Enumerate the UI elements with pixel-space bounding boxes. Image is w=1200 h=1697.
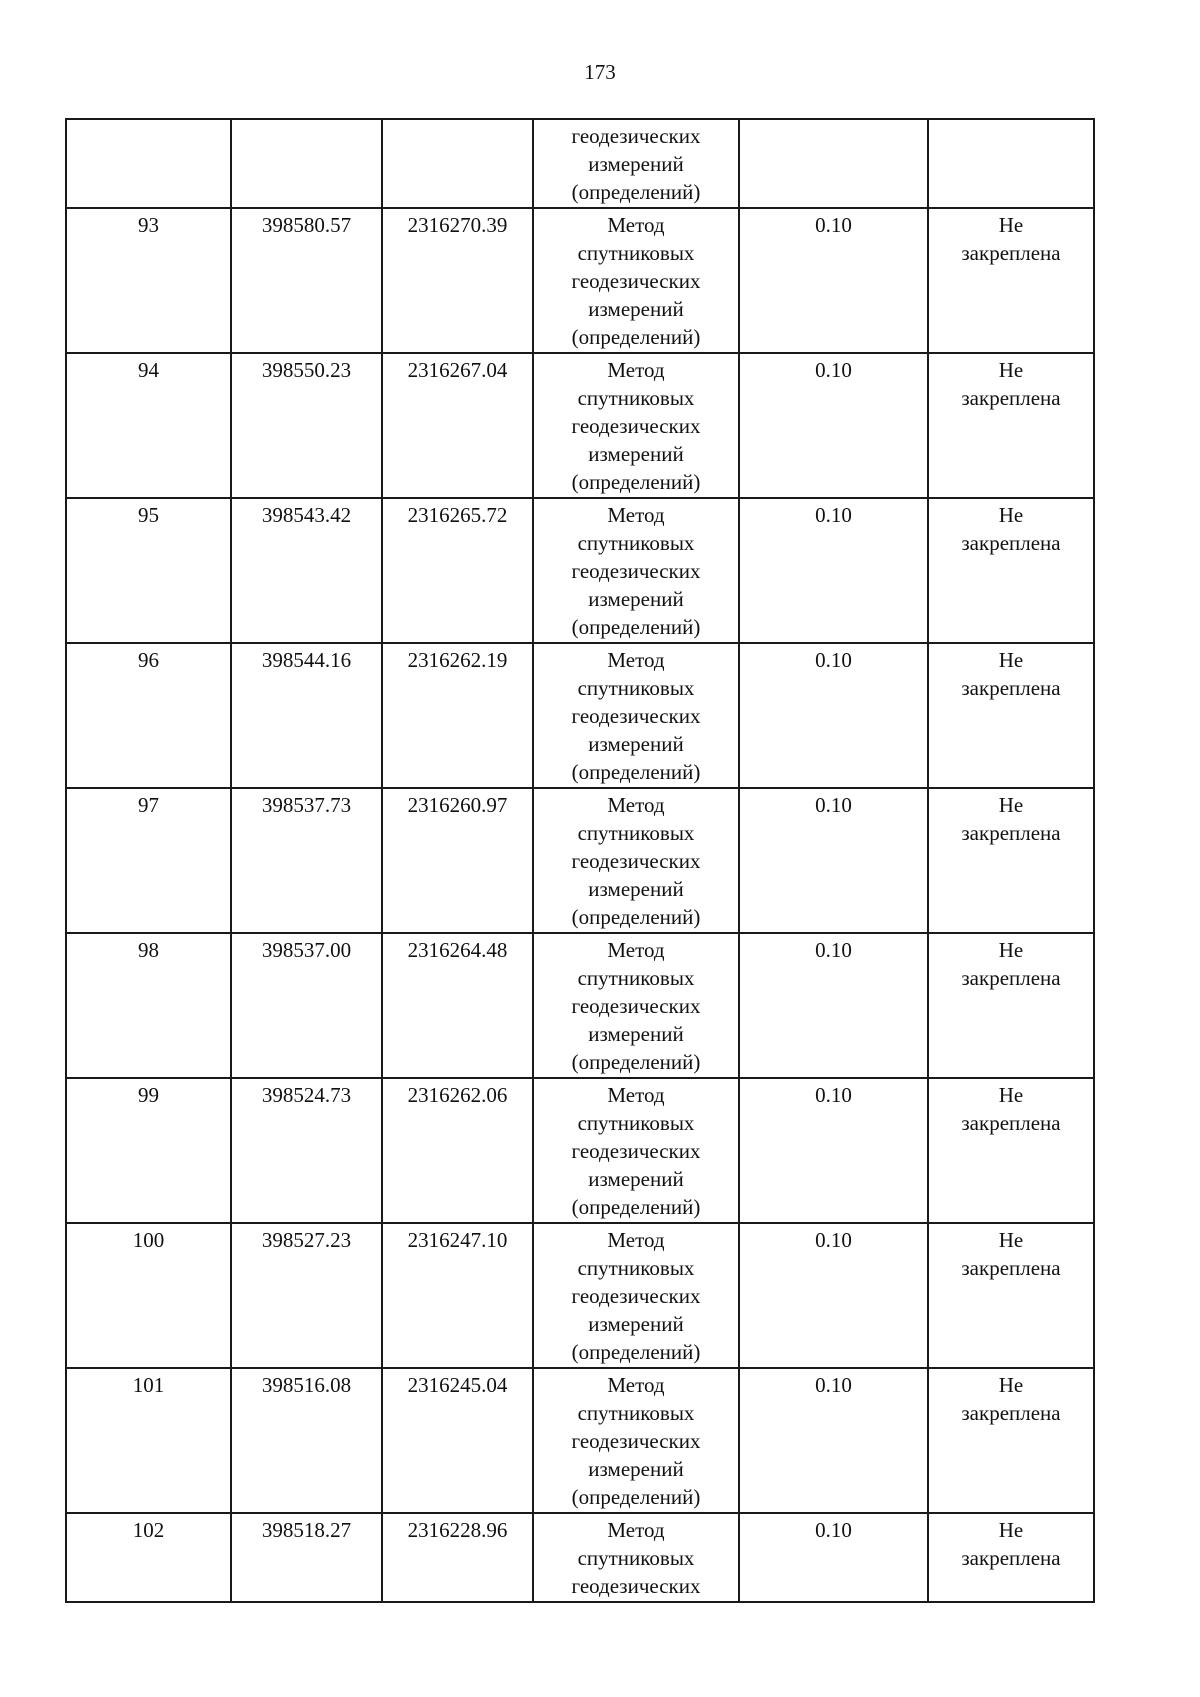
method-line: геодезических	[571, 1429, 701, 1453]
method-line: геодезических	[571, 1139, 701, 1163]
cell-point-number: 95	[66, 498, 231, 643]
cell-point-number: 93	[66, 208, 231, 353]
fixation-line: закреплена	[961, 1546, 1061, 1570]
method-line: геодезических	[571, 269, 701, 293]
method-line: геодезических	[571, 994, 701, 1018]
method-line: геодезических	[571, 559, 701, 583]
fixation-line: закреплена	[961, 1111, 1061, 1135]
method-line: спутниковых	[577, 386, 695, 410]
cell-accuracy: 0.10	[739, 208, 928, 353]
cell-x-coordinate: 398550.23	[231, 353, 382, 498]
fixation-line: Не	[998, 1518, 1024, 1542]
fixation-line: закреплена	[961, 1401, 1061, 1425]
method-line: (определений)	[571, 180, 701, 204]
method-line: спутниковых	[577, 966, 695, 990]
table-row	[66, 353, 1094, 498]
cell-x-coordinate: 398516.08	[231, 1368, 382, 1513]
cell-y-coordinate: 2316267.04	[382, 353, 533, 498]
fixation-line: закреплена	[961, 676, 1061, 700]
fixation-line: Не	[998, 793, 1024, 817]
method-line: (определений)	[571, 325, 701, 349]
table-body	[66, 119, 1094, 1602]
continuation-row	[66, 119, 1094, 208]
cell-x-coordinate: 398544.16	[231, 643, 382, 788]
cell-y-coordinate: 2316264.48	[382, 933, 533, 1078]
cell-method	[533, 498, 739, 643]
cell-method	[533, 119, 739, 208]
method-line: Метод	[607, 1083, 665, 1107]
cell-accuracy: 0.10	[739, 498, 928, 643]
method-line: спутниковых	[577, 1111, 695, 1135]
fixation-line: Не	[998, 358, 1024, 382]
cell-fixation	[928, 788, 1094, 933]
method-line: (определений)	[571, 905, 701, 929]
method-line: геодезических	[571, 704, 701, 728]
table-row	[66, 1368, 1094, 1513]
method-line: (определений)	[571, 470, 701, 494]
cell-y-coordinate	[382, 119, 533, 208]
method-line: Метод	[607, 793, 665, 817]
page-number: 173	[584, 60, 616, 84]
table-row	[66, 1078, 1094, 1223]
cell-accuracy: 0.10	[739, 1513, 928, 1602]
cell-x-coordinate: 398518.27	[231, 1513, 382, 1602]
method-line: измерений	[588, 297, 684, 321]
cell-x-coordinate: 398537.73	[231, 788, 382, 933]
method-line: (определений)	[571, 615, 701, 639]
fixation-line: закреплена	[961, 241, 1061, 265]
method-line: спутниковых	[577, 1401, 695, 1425]
cell-fixation	[928, 353, 1094, 498]
method-line: измерений	[588, 587, 684, 611]
method-line: Метод	[607, 358, 665, 382]
method-line: измерений	[588, 1312, 684, 1336]
method-line: геодезических	[571, 849, 701, 873]
method-line: Метод	[607, 213, 665, 237]
cell-x-coordinate: 398537.00	[231, 933, 382, 1078]
cell-y-coordinate: 2316247.10	[382, 1223, 533, 1368]
fixation-line: Не	[998, 1228, 1024, 1252]
table-row	[66, 1223, 1094, 1368]
cell-accuracy: 0.10	[739, 1078, 928, 1223]
cell-fixation	[928, 1223, 1094, 1368]
cell-x-coordinate: 398524.73	[231, 1078, 382, 1223]
coordinates-table	[65, 118, 1095, 1603]
cell-y-coordinate: 2316270.39	[382, 208, 533, 353]
method-line: (определений)	[571, 760, 701, 784]
table-row	[66, 788, 1094, 933]
cell-accuracy: 0.10	[739, 788, 928, 933]
method-line: Метод	[607, 1518, 665, 1542]
cell-accuracy: 0.10	[739, 643, 928, 788]
cell-point-number: 99	[66, 1078, 231, 1223]
method-line: спутниковых	[577, 821, 695, 845]
cell-method	[533, 1368, 739, 1513]
cell-method	[533, 1078, 739, 1223]
method-line: Метод	[607, 1228, 665, 1252]
fixation-line: Не	[998, 213, 1024, 237]
method-line: Метод	[607, 503, 665, 527]
table-row	[66, 208, 1094, 353]
cell-x-coordinate: 398580.57	[231, 208, 382, 353]
cell-fixation	[928, 643, 1094, 788]
method-line: (определений)	[571, 1050, 701, 1074]
fixation-line: Не	[998, 1373, 1024, 1397]
cell-point-number: 98	[66, 933, 231, 1078]
method-line: Метод	[607, 648, 665, 672]
cell-accuracy: 0.10	[739, 1223, 928, 1368]
method-line: (определений)	[571, 1195, 701, 1219]
method-line: измерений	[588, 732, 684, 756]
table-row	[66, 643, 1094, 788]
cell-point-number: 101	[66, 1368, 231, 1513]
method-line: геодезических	[571, 124, 701, 148]
method-line: измерений	[588, 877, 684, 901]
fixation-line: закреплена	[961, 1256, 1061, 1280]
method-line: измерений	[588, 1457, 684, 1481]
cell-accuracy: 0.10	[739, 1368, 928, 1513]
fixation-line: Не	[998, 938, 1024, 962]
fixation-line: закреплена	[961, 966, 1061, 990]
fixation-line: закреплена	[961, 386, 1061, 410]
cell-fixation	[928, 208, 1094, 353]
cell-method	[533, 353, 739, 498]
cell-fixation	[928, 1078, 1094, 1223]
method-line: измерений	[588, 442, 684, 466]
cell-y-coordinate: 2316245.04	[382, 1368, 533, 1513]
method-line: геодезических	[571, 1284, 701, 1308]
table-row	[66, 1513, 1094, 1602]
fixation-line: закреплена	[961, 821, 1061, 845]
table-row	[66, 498, 1094, 643]
cell-method	[533, 208, 739, 353]
method-line: измерений	[588, 1167, 684, 1191]
method-line: спутниковых	[577, 1546, 695, 1570]
cell-point-number: 100	[66, 1223, 231, 1368]
cell-fixation	[928, 1513, 1094, 1602]
table-row	[66, 933, 1094, 1078]
fixation-line: Не	[998, 648, 1024, 672]
method-line: геодезических	[571, 414, 701, 438]
method-line: спутниковых	[577, 241, 695, 265]
cell-point-number	[66, 119, 231, 208]
method-line: измерений	[588, 152, 684, 176]
cell-accuracy: 0.10	[739, 933, 928, 1078]
cell-y-coordinate: 2316228.96	[382, 1513, 533, 1602]
method-line: Метод	[607, 938, 665, 962]
cell-accuracy: 0.10	[739, 353, 928, 498]
method-line: спутниковых	[577, 1256, 695, 1280]
cell-method	[533, 933, 739, 1078]
cell-fixation	[928, 119, 1094, 208]
cell-method	[533, 788, 739, 933]
cell-point-number: 94	[66, 353, 231, 498]
cell-method	[533, 643, 739, 788]
cell-point-number: 96	[66, 643, 231, 788]
cell-method	[533, 1513, 739, 1602]
fixation-line: Не	[998, 503, 1024, 527]
cell-x-coordinate: 398527.23	[231, 1223, 382, 1368]
method-line: (определений)	[571, 1340, 701, 1364]
fixation-line: Не	[998, 1083, 1024, 1107]
method-line: измерений	[588, 1022, 684, 1046]
method-line: (определений)	[571, 1485, 701, 1509]
cell-accuracy	[739, 119, 928, 208]
cell-fixation	[928, 498, 1094, 643]
cell-x-coordinate	[231, 119, 382, 208]
method-line: спутниковых	[577, 531, 695, 555]
cell-point-number: 97	[66, 788, 231, 933]
fixation-line: закреплена	[961, 531, 1061, 555]
cell-y-coordinate: 2316262.06	[382, 1078, 533, 1223]
cell-x-coordinate: 398543.42	[231, 498, 382, 643]
cell-point-number: 102	[66, 1513, 231, 1602]
cell-fixation	[928, 1368, 1094, 1513]
cell-y-coordinate: 2316262.19	[382, 643, 533, 788]
method-line: геодезических	[571, 1574, 701, 1598]
cell-method	[533, 1223, 739, 1368]
method-line: Метод	[607, 1373, 665, 1397]
method-line: спутниковых	[577, 676, 695, 700]
cell-y-coordinate: 2316265.72	[382, 498, 533, 643]
cell-fixation	[928, 933, 1094, 1078]
cell-y-coordinate: 2316260.97	[382, 788, 533, 933]
